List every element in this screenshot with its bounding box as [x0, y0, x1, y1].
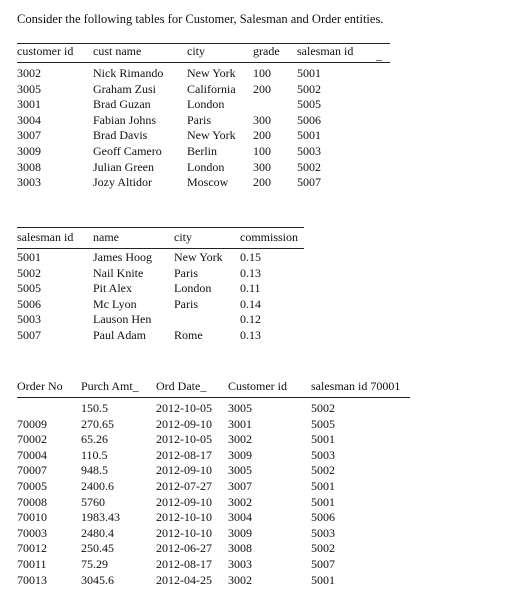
orders-cell: 2012-10-10 [156, 525, 212, 540]
salesman-cell: 0.15 [240, 250, 261, 264]
customer-cell: Brad Davis [93, 128, 148, 143]
orders-cell: 3002 [228, 572, 252, 587]
orders-header-cell: salesman id 70001 [311, 379, 401, 393]
customer-header-cell: salesman id [297, 44, 354, 58]
orders-cell: 3005 [228, 401, 252, 415]
customer-cell: 200 [253, 175, 271, 190]
orders-cell: 948.5 [81, 463, 108, 478]
orders-header-cell: Purch Amt_ [81, 379, 139, 393]
customer-cell: 3001 [17, 97, 41, 112]
salesman-header-cell: salesman id [17, 230, 74, 244]
orders-cell: 2400.6 [81, 478, 114, 493]
orders-cell: 2012-09-10 [156, 416, 212, 431]
orders-cell: 5002 [311, 541, 335, 556]
customer-cell: 5001 [297, 128, 321, 143]
customer-cell: New York [187, 128, 236, 143]
orders-cell: 110.5 [81, 447, 108, 462]
orders-cell: 5001 [311, 572, 335, 587]
customer-cell: 3009 [17, 143, 41, 158]
orders-cell: 1983.43 [81, 510, 120, 525]
customer-cell: 200 [253, 81, 271, 96]
orders-cell: 2012-10-05 [156, 401, 212, 415]
salesman-cell: 0.13 [240, 327, 261, 342]
orders-cell: 270.65 [81, 416, 114, 431]
orders-cell: 3005 [228, 463, 252, 478]
salesman-table-top-rule [17, 227, 304, 228]
customer-cell: Brad Guzan [93, 97, 151, 112]
orders-cell: 2012-07-27 [156, 478, 212, 493]
orders-cell: 70009 [17, 416, 47, 431]
salesman-cell: 5007 [17, 327, 41, 342]
orders-cell: 70008 [17, 494, 47, 509]
orders-cell: 3009 [228, 525, 252, 540]
customer-cell: Berlin [187, 143, 217, 158]
salesman-cell: Paris [174, 296, 198, 311]
orders-table-header-rule [17, 397, 410, 398]
orders-cell: 5002 [311, 401, 335, 415]
orders-cell: 250.45 [81, 541, 114, 556]
customer-header-cell: cust name [93, 44, 142, 58]
customer-cell: 200 [253, 128, 271, 143]
salesman-cell: Paul Adam [93, 327, 146, 342]
customer-cell: 300 [253, 159, 271, 174]
orders-cell: 2012-10-05 [156, 432, 212, 447]
customer-cell: 100 [253, 66, 271, 80]
customer-cell: 3003 [17, 175, 41, 190]
orders-cell: 2012-04-25 [156, 572, 212, 587]
orders-header-cell: Customer id [228, 379, 287, 393]
salesman-cell: New York [174, 250, 223, 264]
orders-cell: 2012-08-17 [156, 447, 212, 462]
orders-cell: 70005 [17, 478, 47, 493]
customer-cell: 5002 [297, 159, 321, 174]
salesman-cell: 5002 [17, 265, 41, 280]
orders-cell: 3045.6 [81, 572, 114, 587]
orders-header-cell: Ord Date_ [156, 379, 207, 393]
salesman-cell: Pit Alex [93, 281, 133, 296]
orders-header-cell: Order No [17, 379, 63, 393]
salesman-cell: 0.13 [240, 265, 261, 280]
customer-cell: 3008 [17, 159, 41, 174]
salesman-header-cell: city [174, 230, 192, 244]
salesman-cell: Lauson Hen [93, 312, 152, 327]
customer-cell: Nick Rimando [93, 66, 164, 80]
orders-cell: 3004 [228, 510, 252, 525]
orders-cell: 2012-09-10 [156, 494, 212, 509]
salesman-header-cell: name [93, 230, 119, 244]
customer-cell: Fabian Johns [93, 112, 156, 127]
customer-cell: 300 [253, 112, 271, 127]
orders-cell: 5007 [311, 556, 335, 571]
customer-cell: Paris [187, 112, 211, 127]
orders-cell: 5002 [311, 463, 335, 478]
orders-cell: 5001 [311, 494, 335, 509]
customer-cell: 5001 [297, 66, 321, 80]
orders-cell: 70003 [17, 525, 47, 540]
customer-cell: 100 [253, 143, 271, 158]
orders-cell: 70010 [17, 510, 47, 525]
orders-cell: 70004 [17, 447, 47, 462]
orders-cell: 3002 [228, 494, 252, 509]
orders-cell: 5003 [311, 525, 335, 540]
orders-cell: 2012-09-10 [156, 463, 212, 478]
customer-table-header-rule [17, 62, 390, 63]
orders-cell: 70002 [17, 432, 47, 447]
customer-cell: New York [187, 66, 236, 80]
orders-cell: 2480.4 [81, 525, 114, 540]
orders-cell: 3003 [228, 556, 252, 571]
orders-cell: 5001 [311, 432, 335, 447]
salesman-cell: 5003 [17, 312, 41, 327]
salesman-cell: Rome [174, 327, 203, 342]
orders-cell: 3009 [228, 447, 252, 462]
customer-header-cell: customer id [17, 44, 74, 58]
intro-text: Consider the following tables for Customer, Salesman and Order entities. [17, 12, 384, 26]
salesman-header-cell: commission [240, 230, 299, 244]
customer-cell: Moscow [187, 175, 229, 190]
customer-cell: 3005 [17, 81, 41, 96]
customer-cell: 5003 [297, 143, 321, 158]
salesman-cell: Nail Knite [93, 265, 144, 280]
salesman-cell: 5005 [17, 281, 41, 296]
customer-cell: London [187, 159, 225, 174]
customer-cell: London [187, 97, 225, 112]
orders-cell: 70007 [17, 463, 47, 478]
customer-cell: Geoff Camero [93, 143, 162, 158]
customer-cell: 3004 [17, 112, 41, 127]
customer-cell: Jozy Altidor [93, 175, 152, 190]
customer-header-cell: city [187, 44, 205, 58]
orders-cell: 70011 [17, 556, 47, 571]
orders-cell: 2012-06-27 [156, 541, 212, 556]
customer-cell: 5007 [297, 175, 321, 190]
orders-cell: 5005 [311, 416, 335, 431]
customer-header-cell: grade [253, 44, 280, 58]
salesman-cell: Paris [174, 265, 198, 280]
customer-cell: 5002 [297, 81, 321, 96]
salesman-cell: James Hoog [93, 250, 152, 264]
salesman-cell: Mc Lyon [93, 296, 137, 311]
customer-cell: 5005 [297, 97, 321, 112]
customer-cell: Graham Zusi [93, 81, 156, 96]
orders-cell: 3007 [228, 478, 252, 493]
salesman-cell: 0.12 [240, 312, 261, 327]
orders-cell: 70012 [17, 541, 47, 556]
orders-cell: 3002 [228, 432, 252, 447]
orders-cell: 2012-08-17 [156, 556, 212, 571]
stray-mark: _ [376, 48, 382, 62]
salesman-cell: 5001 [17, 250, 41, 264]
customer-cell: Julian Green [93, 159, 154, 174]
customer-cell: 5006 [297, 112, 321, 127]
orders-cell: 150.5 [81, 401, 108, 415]
orders-cell: 3001 [228, 416, 252, 431]
salesman-cell: 0.11 [240, 281, 261, 296]
orders-cell: 5003 [311, 447, 335, 462]
salesman-cell: 5006 [17, 296, 41, 311]
customer-cell: 3007 [17, 128, 41, 143]
orders-cell: 75.29 [81, 556, 108, 571]
orders-cell: 2012-10-10 [156, 510, 212, 525]
orders-cell: 3008 [228, 541, 252, 556]
orders-cell: 65.26 [81, 432, 108, 447]
customer-cell: California [187, 81, 236, 96]
salesman-cell: 0.14 [240, 296, 261, 311]
customer-cell: 3002 [17, 66, 41, 80]
orders-cell: 5001 [311, 478, 335, 493]
salesman-cell: London [174, 281, 212, 296]
orders-cell: 70013 [17, 572, 47, 587]
salesman-table-header-rule [17, 248, 304, 249]
orders-cell: 5760 [81, 494, 105, 509]
orders-cell: 5006 [311, 510, 335, 525]
